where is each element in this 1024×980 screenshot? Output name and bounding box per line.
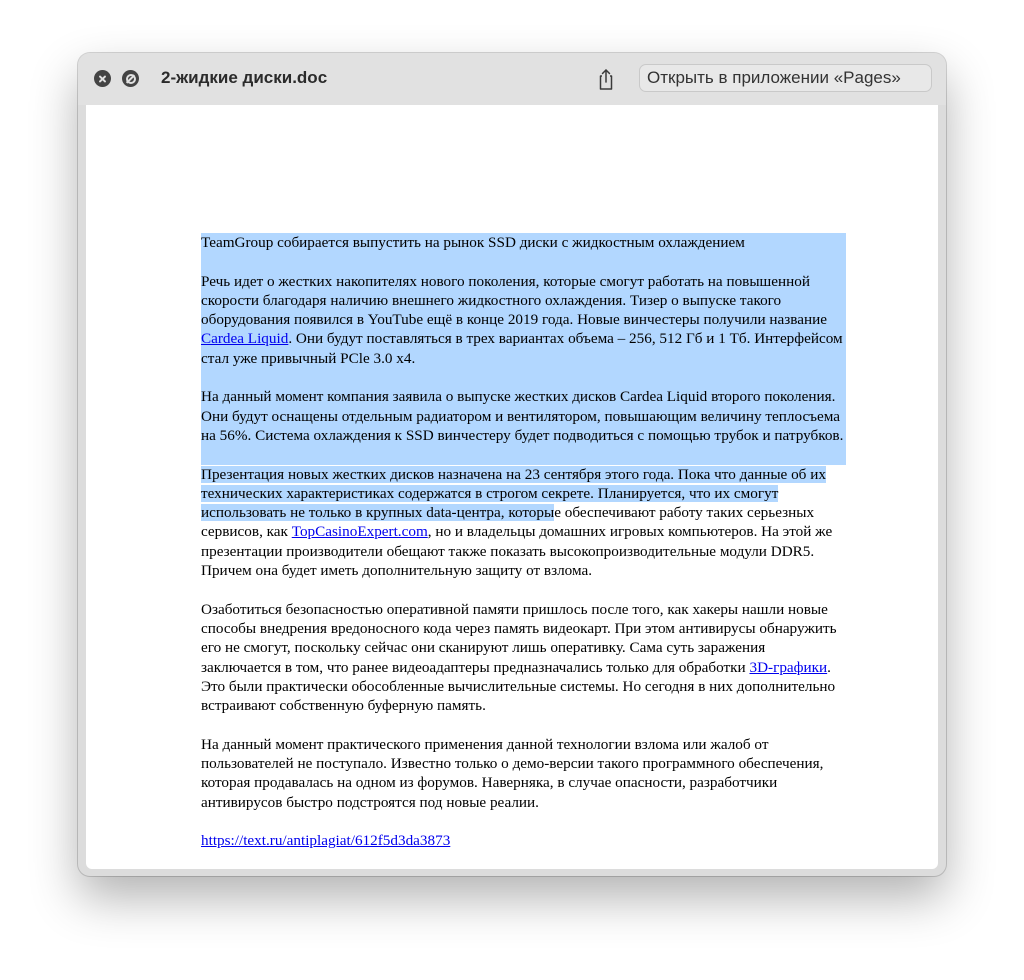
window-title: 2-жидкие диски.doc (161, 68, 328, 87)
3d-graphics-link[interactable]: 3D-графики (749, 658, 828, 676)
open-in-pages-button[interactable]: Открыть в приложении «Pages» (639, 64, 932, 92)
selected-text: Презентация новых жестких дисков назначена на 23 сентября этого года. Пока что данные об их технических характеристиках содержатся в строгом секрете. Планируется, что их смогут использовать не только в крупных data-центра, которы (201, 465, 826, 522)
paragraph-1: Речь идет о жестких накопителях нового поколения, которые смогут работать на повышенной скорости благодаря наличию внешнего жидкостного охлаждения. Тизер о выпуске такого оборудования появился в YouTube ещё в конце 2019 года. Новые винчестеры получили название Cardea Liquid. Они будут поставляться в трех вариантах объема – 256, 512 Гб и 1 Тб. Интерфейсом стал уже привычный PCle 3.0 x4. (201, 272, 843, 367)
source-link[interactable]: https://text.ru/antiplagiat/612f5d3da3873 (201, 832, 451, 850)
document-heading: TeamGroup собирается выпустить на рынок SSD диски с жидкостным охлаждением (201, 234, 745, 251)
paragraph-5: На данный момент практического применения данной технологии взлома или жалоб от пользователей не поступало. Известно только о демо-версии такого программного обеспечения, которая продавалась на одном из форумов. Наверняка, в случае опасности, разработчики антивирусов быстро подстроятся под новые реалии. (201, 735, 824, 811)
topcasinoexpert-link[interactable]: TopCasinoExpert.com (291, 523, 428, 541)
paragraph-4: Озаботиться безопасностью оперативной памяти пришлось после того, как хакеры нашли новые способы внедрения вредоносного кода через память видеокарт. При этом антивирусы обнаружить его не смогут, поскольку сейчас они сканируют лишь оперативку. Сама суть заражения заключается в том, что ранее видеоадаптеры предназначались только для обработки 3D-графики. Это были практически обособленные вычислительные системы. Но сегодня в них дополнительно встраивают собственную буферную память. (201, 600, 837, 715)
paragraph-2: На данный момент компания заявила о выпуске жестких дисков Cardea Liquid второго поколения. Они будут оснащены отдельным радиатором и вентилятором, повышающим величину теплосъема на 56%. Система охлаждения к SSD винчестеру будет подводиться с помощью трубок и патрубков. (201, 388, 844, 444)
document-body[interactable] (201, 233, 846, 870)
hide-icon[interactable] (122, 70, 139, 87)
selection-block (201, 233, 846, 465)
title-bar (78, 53, 946, 105)
paragraph-3: Презентация новых жестких дисков назначена на 23 сентября этого года. Пока что данные об их технических характеристиках содержатся в строгом секрете. Планируется, что их смогут использовать не только в крупных data-центра, которые обеспечивают работу таких серьезных сервисов, как TopCasinoExpert.com, но и владельцы домашних игровых компьютеров. На этой же презентации производители обещают также показать высокопроизводительные модули DDR5. Причем она будет иметь дополнительную защиту от взлома. (201, 465, 833, 580)
source-paragraph (201, 831, 846, 850)
close-icon[interactable] (94, 70, 111, 87)
share-icon[interactable] (592, 65, 620, 93)
document-preview[interactable] (86, 105, 938, 869)
quicklook-window (78, 53, 946, 876)
cardea-liquid-link[interactable]: Cardea Liquid (201, 330, 289, 348)
